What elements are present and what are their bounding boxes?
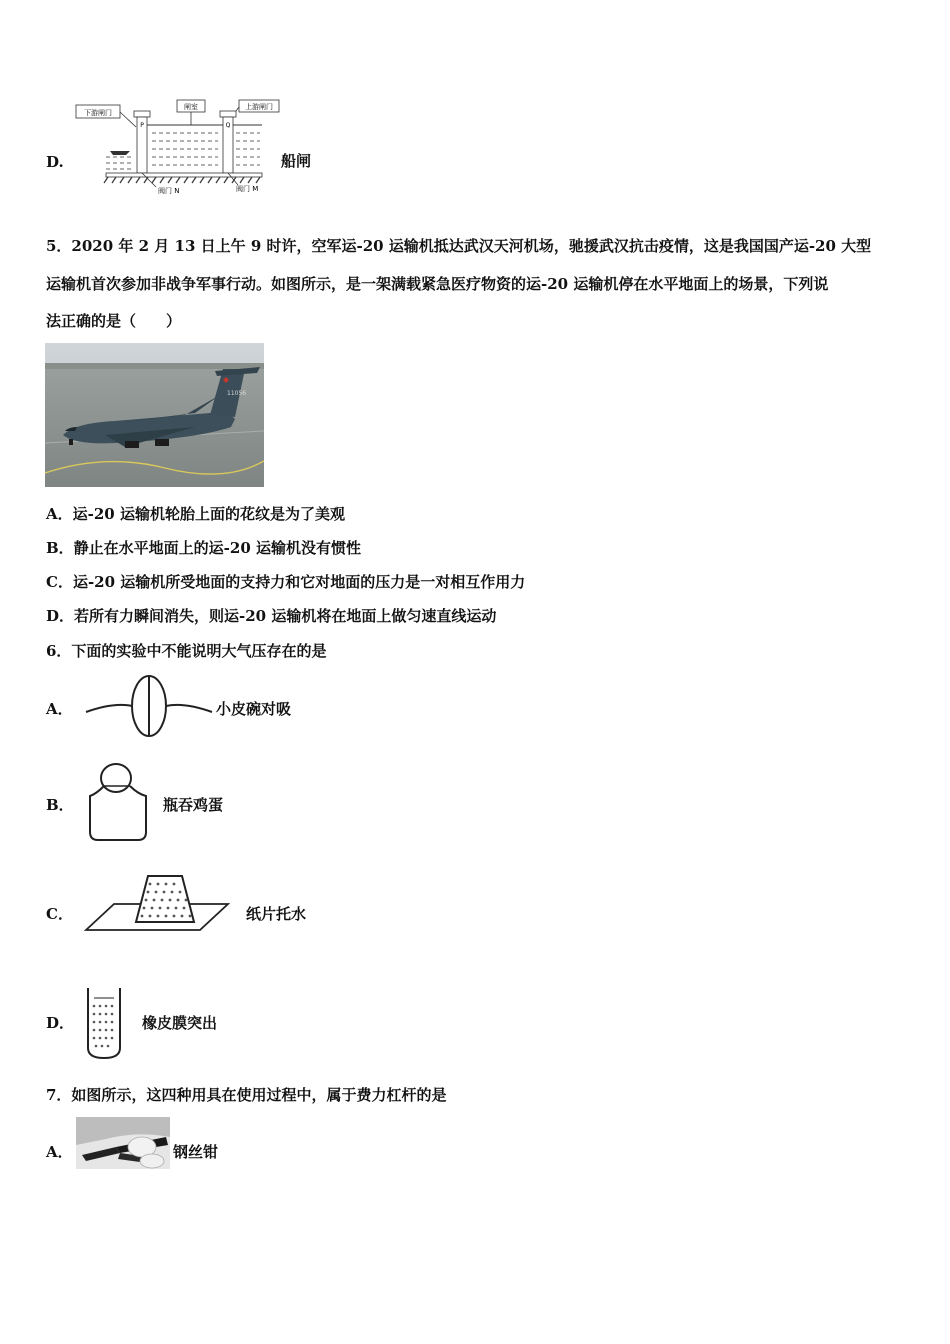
upstream-gate-label: 上游闸门 [245,103,273,111]
valve-n-label: 阀门 N [158,187,180,195]
q5-option-b: B．静止在水平地面上的运-20 运输机没有惯性 [46,539,362,557]
q5-option-a: A．运-20 运输机轮胎上面的花纹是为了美观 [46,505,345,523]
y20-aircraft-photo [45,343,264,487]
q7-stem: 7．如图所示，这四种用具在使用过程中，属于费力杠杆的是 [46,1086,447,1104]
q6-option-a-letter: A． [46,700,73,718]
q6-option-d-caption: 橡皮膜突出 [142,1014,218,1032]
q6-stem: 6．下面的实验中不能说明大气压存在的是 [46,642,327,660]
suction-cups-figure [84,672,214,740]
q6-option-a-caption: 小皮碗对吸 [216,700,292,718]
q6-option-c-caption: 纸片托水 [246,905,307,923]
q5-option-c: C．运-20 运输机所受地面的支持力和它对地面的压力是一对相互作用力 [46,573,526,591]
q6-option-d-letter: D． [46,1014,75,1032]
ship-lock-caption: 船闸 [281,152,312,170]
q6-option-b-caption: 瓶吞鸡蛋 [163,796,224,814]
gate-q-label: Q [225,122,231,129]
q6-option-b-letter: B． [46,796,74,814]
q5-stem-line-3: 法正确的是（ ） [46,312,182,330]
rubber-membrane-figure [82,986,126,1062]
q4-option-d-letter: D. [46,153,64,171]
q7-option-a-letter: A． [46,1143,73,1161]
ship-lock-figure [72,97,282,197]
q6-option-c-letter: C． [46,905,73,923]
lock-chamber-label: 闸室 [184,103,198,111]
downstream-gate-label: 下游闸门 [84,109,112,117]
q5-option-d: D．若所有力瞬间消失，则运-20 运输机将在地面上做匀速直线运动 [46,607,497,625]
q5-stem-line-1: 5．2020 年 2 月 13 日上午 9 时许，空军运-20 运输机抵达武汉天河机场，驰援武汉抗击疫情，这是我国国产运-20 大型 [46,237,872,255]
pliers-photo [76,1117,170,1169]
gate-p-label: P [140,122,144,129]
valve-m-label: 阀门 M [236,185,259,193]
aircraft-tail-number: 11056 [227,390,247,397]
paper-holds-water-figure [84,870,230,934]
bottle-egg-figure [86,760,158,844]
q7-option-a-caption: 钢丝钳 [173,1143,219,1161]
q5-stem-line-2: 运输机首次参加非战争军事行动。如图所示，是一架满载紧急医疗物资的运-20 运输机停在水平地面上的场景，下列说 [46,275,829,293]
